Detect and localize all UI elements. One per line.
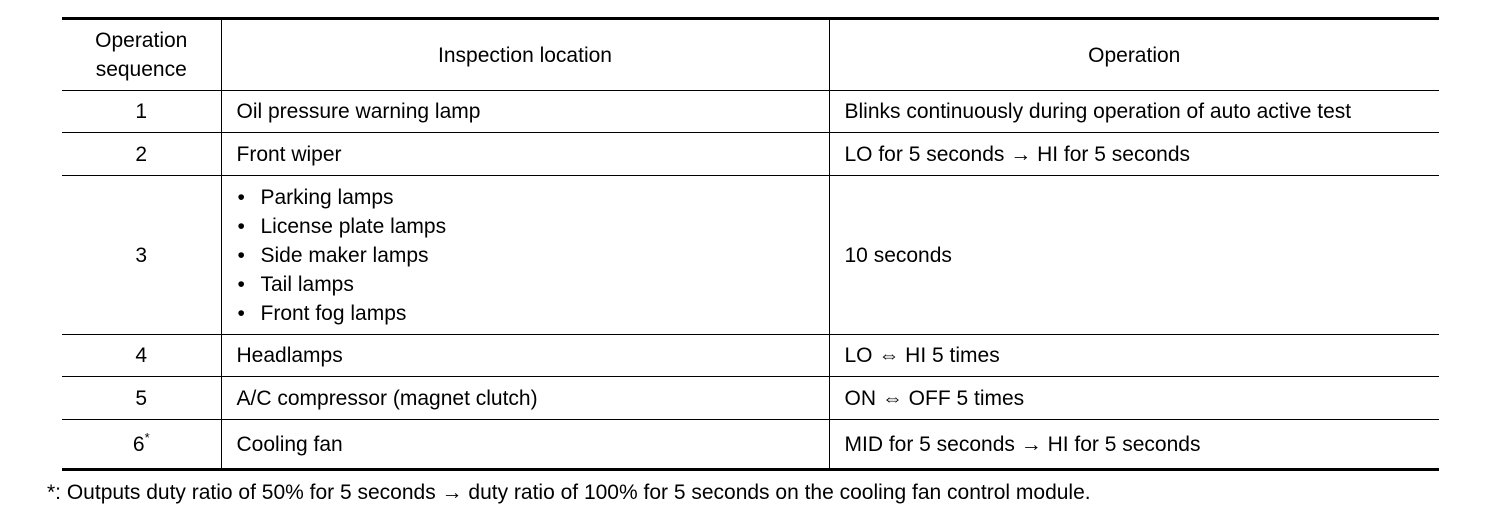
header-inspection-location: Inspection location xyxy=(221,19,829,91)
row-sequence-cell: 4 xyxy=(62,335,221,377)
header-seq-line1: Operation xyxy=(95,29,188,52)
row-operation-cell: MID for 5 seconds → HI for 5 seconds xyxy=(829,420,1439,470)
table-row xyxy=(62,377,1439,420)
list-item-label: License plate lamps xyxy=(260,214,447,238)
list-item-label: Side maker lamps xyxy=(260,243,429,267)
bullet-mark: • xyxy=(237,301,245,325)
header-operation: Operation xyxy=(829,19,1439,91)
row-location-cell: Cooling fan xyxy=(221,420,829,470)
row-location-cell xyxy=(221,176,829,335)
row-location-cell: Oil pressure warning lamp xyxy=(221,91,829,133)
row-operation-cell: 10 seconds xyxy=(829,176,1439,335)
list-item xyxy=(237,299,829,328)
row-sequence-cell: 3 xyxy=(62,176,221,335)
bullet-mark: • xyxy=(237,185,245,209)
list-item-label: Tail lamps xyxy=(260,272,354,296)
list-item xyxy=(237,270,829,299)
bullet-mark: • xyxy=(237,243,245,267)
list-item xyxy=(237,212,829,241)
row-location-cell: A/C compressor (magnet clutch) xyxy=(221,377,829,420)
row-operation-cell: ON ⇔ OFF 5 times xyxy=(829,377,1439,420)
row-sequence-cell: 5 xyxy=(62,377,221,420)
header-seq-line2: sequence xyxy=(95,58,187,81)
sequence-number: 6 xyxy=(132,432,145,456)
footnote: *: Outputs duty ratio of 50% for 5 seconds → duty ratio of 100% for 5 seconds on the cooling fan control module. xyxy=(47,481,1091,504)
table-row xyxy=(62,133,1439,176)
table-row xyxy=(62,91,1439,133)
row-location-cell: Front wiper xyxy=(221,133,829,176)
bullet-mark: • xyxy=(237,272,245,296)
bullet-mark: • xyxy=(237,214,245,238)
list-item xyxy=(237,241,829,270)
table-header-row xyxy=(62,19,1439,91)
row-sequence-cell: 1 xyxy=(62,91,221,133)
list-item-label: Front fog lamps xyxy=(260,301,407,325)
footnote-marker: * xyxy=(144,429,150,445)
location-bullet-list xyxy=(237,183,829,328)
header-operation-sequence xyxy=(62,19,221,91)
row-sequence-cell xyxy=(62,420,221,470)
table-row xyxy=(62,420,1439,470)
row-operation-cell: LO for 5 seconds → HI for 5 seconds xyxy=(829,133,1439,176)
table-row xyxy=(62,335,1439,377)
row-sequence-cell: 2 xyxy=(62,133,221,176)
table-row xyxy=(62,176,1439,335)
list-item xyxy=(237,183,829,212)
inspection-table xyxy=(62,17,1439,471)
row-operation-cell: Blinks continuously during operation of auto active test xyxy=(829,91,1439,133)
row-operation-cell: LO ⇔ HI 5 times xyxy=(829,335,1439,377)
row-location-cell: Headlamps xyxy=(221,335,829,377)
list-item-label: Parking lamps xyxy=(260,185,394,209)
